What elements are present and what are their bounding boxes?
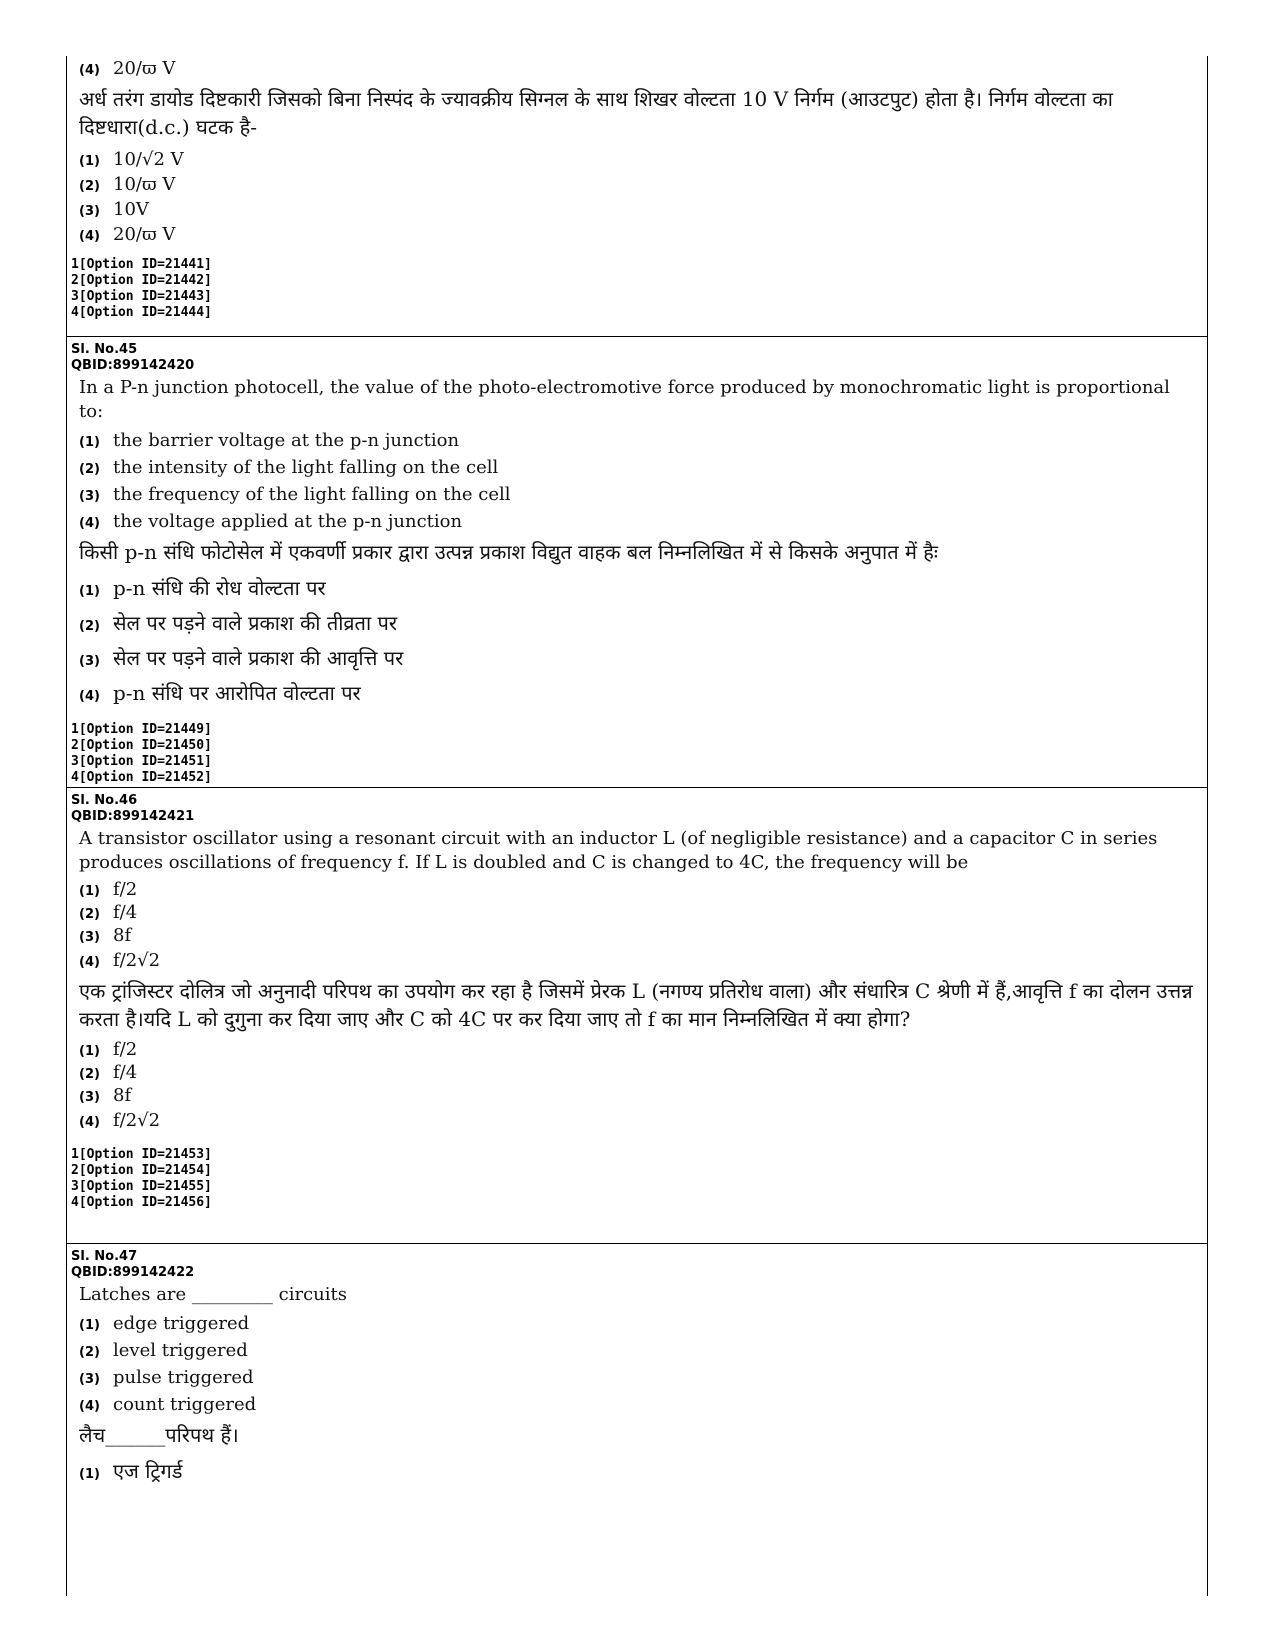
option-number: (3): [79, 654, 100, 669]
option-number: (2): [79, 179, 100, 194]
option-1: [67, 430, 1207, 451]
qbid: QBID:899142420: [71, 358, 195, 373]
option-text: f/4: [113, 1062, 138, 1083]
option-2: [67, 457, 1207, 478]
option-id-list: [67, 257, 1207, 321]
option-number: (2): [79, 1345, 100, 1360]
option-id: 4[Option ID=21452]: [71, 770, 212, 785]
option-4: [67, 950, 1207, 971]
hindi-option-2: [67, 1062, 1207, 1083]
option-id: 1[Option ID=21453]: [71, 1147, 212, 1162]
option-2: [67, 902, 1207, 923]
option-number: (2): [79, 462, 100, 477]
option-id-list: [67, 1147, 1207, 1211]
option-text: सेल पर पड़ने वाले प्रकाश की तीव्रता पर: [113, 611, 398, 635]
option-3: [67, 1367, 1207, 1388]
option-number: (3): [79, 489, 100, 504]
qbid: QBID:899142422: [71, 1265, 195, 1280]
option-number: (2): [79, 907, 100, 922]
option-number: (4): [79, 689, 100, 704]
option-number: (1): [79, 1467, 100, 1482]
hindi-option-1: [67, 574, 1207, 601]
option-3: [67, 925, 1207, 946]
option-id: 2[Option ID=21450]: [71, 738, 212, 753]
option-text: f/2√2: [113, 1110, 161, 1131]
option-number: (1): [79, 435, 100, 450]
option-number: (3): [79, 930, 100, 945]
option-text: 10/√2 V: [113, 149, 184, 170]
option-text: 8f: [113, 925, 132, 946]
option-text: the voltage applied at the p-n junction: [113, 511, 463, 532]
option-number: (3): [79, 1372, 100, 1387]
option-text: p-n संधि की रोध वोल्टता पर: [113, 576, 326, 600]
hindi-question-text: अर्ध तरंग डायोड दिष्टकारी जिसको बिना निस्पंद के ज्यावक्रीय सिग्नल के साथ शिखर वोल्टता 10 V निर्गम (आउटपुट) होता है। निर्गम वोल्टता का दिष्टधारा(d.c.) घटक है-: [79, 87, 1113, 139]
option-number: (1): [79, 584, 100, 599]
question-45: [67, 337, 1207, 788]
question-47: [67, 1244, 1207, 1596]
option-3: [67, 199, 1207, 220]
option-id: 3[Option ID=21451]: [71, 754, 212, 769]
option-text: सेल पर पड़ने वाले प्रकाश की आवृत्ति पर: [113, 646, 404, 670]
hindi-question-text: एक ट्रांजिस्टर दोलित्र जो अनुनादी परिपथ का उपयोग कर रहा है जिसमें प्रेरक L (नगण्य प्रतिरोध वाला) और संधारित्र C श्रेणी में हैं,आवृत्ति f का दोलन उत्तन्न करता है।यदि L को दुगुना कर दिया जाए और C को 4C पर कर दिया जाए तो f का मान निम्नलिखित में क्या होगा?: [79, 979, 1193, 1031]
option-number: (3): [79, 1090, 100, 1105]
hindi-option-3: [67, 1085, 1207, 1106]
option-id: 3[Option ID=21455]: [71, 1179, 212, 1194]
option-text: the frequency of the light falling on the cell: [113, 484, 511, 505]
serial-number: Sl. No.46: [71, 793, 138, 808]
option-text: 20/ϖ V: [113, 58, 176, 79]
option-text: 20/ϖ V: [113, 224, 176, 245]
option-text: the barrier voltage at the p-n junction: [113, 430, 460, 451]
option-text: count triggered: [113, 1394, 257, 1415]
option-text: level triggered: [113, 1340, 248, 1361]
option-number: (1): [79, 1318, 100, 1333]
option-text: f/2: [113, 1039, 138, 1060]
option-id-list: [67, 722, 1207, 786]
option-text: 10/ϖ V: [113, 174, 176, 195]
hindi-option-2: [67, 609, 1207, 636]
option-id: 4[Option ID=21444]: [71, 305, 212, 320]
hindi-option-4: [67, 679, 1207, 706]
question-paper-page: [66, 56, 1208, 1596]
option-text: एज ट्रिगर्ड: [113, 1459, 183, 1483]
option-number: (4): [79, 229, 100, 244]
option-text: f/2√2: [113, 950, 161, 971]
question-text: In a P-n junction photocell, the value of the photo-electromotive force produced by monochromatic light is proportional to:: [79, 377, 1170, 422]
option-4: [67, 224, 1207, 245]
option-2: [67, 174, 1207, 195]
hindi-option-1: [67, 1457, 1207, 1484]
question-46: [67, 788, 1207, 1244]
option-text: f/2: [113, 879, 138, 900]
hindi-question-text: किसी p-n संधि फोटोसेल में एकवर्णी प्रकार द्वारा उत्पन्न प्रकाश विद्युत वाहक बल निम्नलिखित में से किसके अनुपात में हैः: [79, 540, 938, 564]
option-id: 1[Option ID=21449]: [71, 722, 212, 737]
option-number: (4): [79, 1399, 100, 1414]
option-text: p-n संधि पर आरोपित वोल्टता पर: [113, 681, 361, 705]
option-text: f/4: [113, 902, 138, 923]
option-1: [67, 149, 1207, 170]
option-3: [67, 484, 1207, 505]
option-2: [67, 1340, 1207, 1361]
option-number: (1): [79, 154, 100, 169]
option-text: 8f: [113, 1085, 132, 1106]
question-text: A transistor oscillator using a resonant circuit with an inductor L (of negligible resistance) and a capacitor C in series produces oscillations of frequency f. If L is doubled and C is changed to 4C, the frequency will be: [79, 828, 1158, 873]
option-number: (4): [79, 1115, 100, 1130]
option-id: 1[Option ID=21441]: [71, 257, 212, 272]
serial-number: Sl. No.45: [71, 342, 138, 357]
hindi-question-text: लैच______परिपथ हैं।: [79, 1423, 239, 1447]
option-number: (2): [79, 1067, 100, 1082]
option-id: 4[Option ID=21456]: [71, 1195, 212, 1210]
option-text: pulse triggered: [113, 1367, 254, 1388]
hindi-option-1: [67, 1039, 1207, 1060]
option-text: the intensity of the light falling on the cell: [113, 457, 499, 478]
option-1: [67, 1313, 1207, 1334]
option-4: [67, 1394, 1207, 1415]
question-text: Latches are _________ circuits: [79, 1284, 347, 1305]
option-number: (4): [79, 63, 100, 78]
option-id: 3[Option ID=21443]: [71, 289, 212, 304]
option-number: (2): [79, 619, 100, 634]
hindi-option-3: [67, 644, 1207, 671]
option-number: (1): [79, 884, 100, 899]
option-number: (3): [79, 204, 100, 219]
option-number: (1): [79, 1044, 100, 1059]
option-4-prev: [67, 58, 1207, 79]
serial-number: Sl. No.47: [71, 1249, 138, 1264]
option-text: 10V: [113, 199, 149, 220]
option-4: [67, 511, 1207, 532]
option-number: (4): [79, 516, 100, 531]
question-44-tail: [67, 56, 1207, 337]
option-number: (4): [79, 955, 100, 970]
option-1: [67, 879, 1207, 900]
option-text: edge triggered: [113, 1313, 250, 1334]
qbid: QBID:899142421: [71, 809, 195, 824]
option-id: 2[Option ID=21442]: [71, 273, 212, 288]
hindi-option-4: [67, 1110, 1207, 1131]
option-id: 2[Option ID=21454]: [71, 1163, 212, 1178]
